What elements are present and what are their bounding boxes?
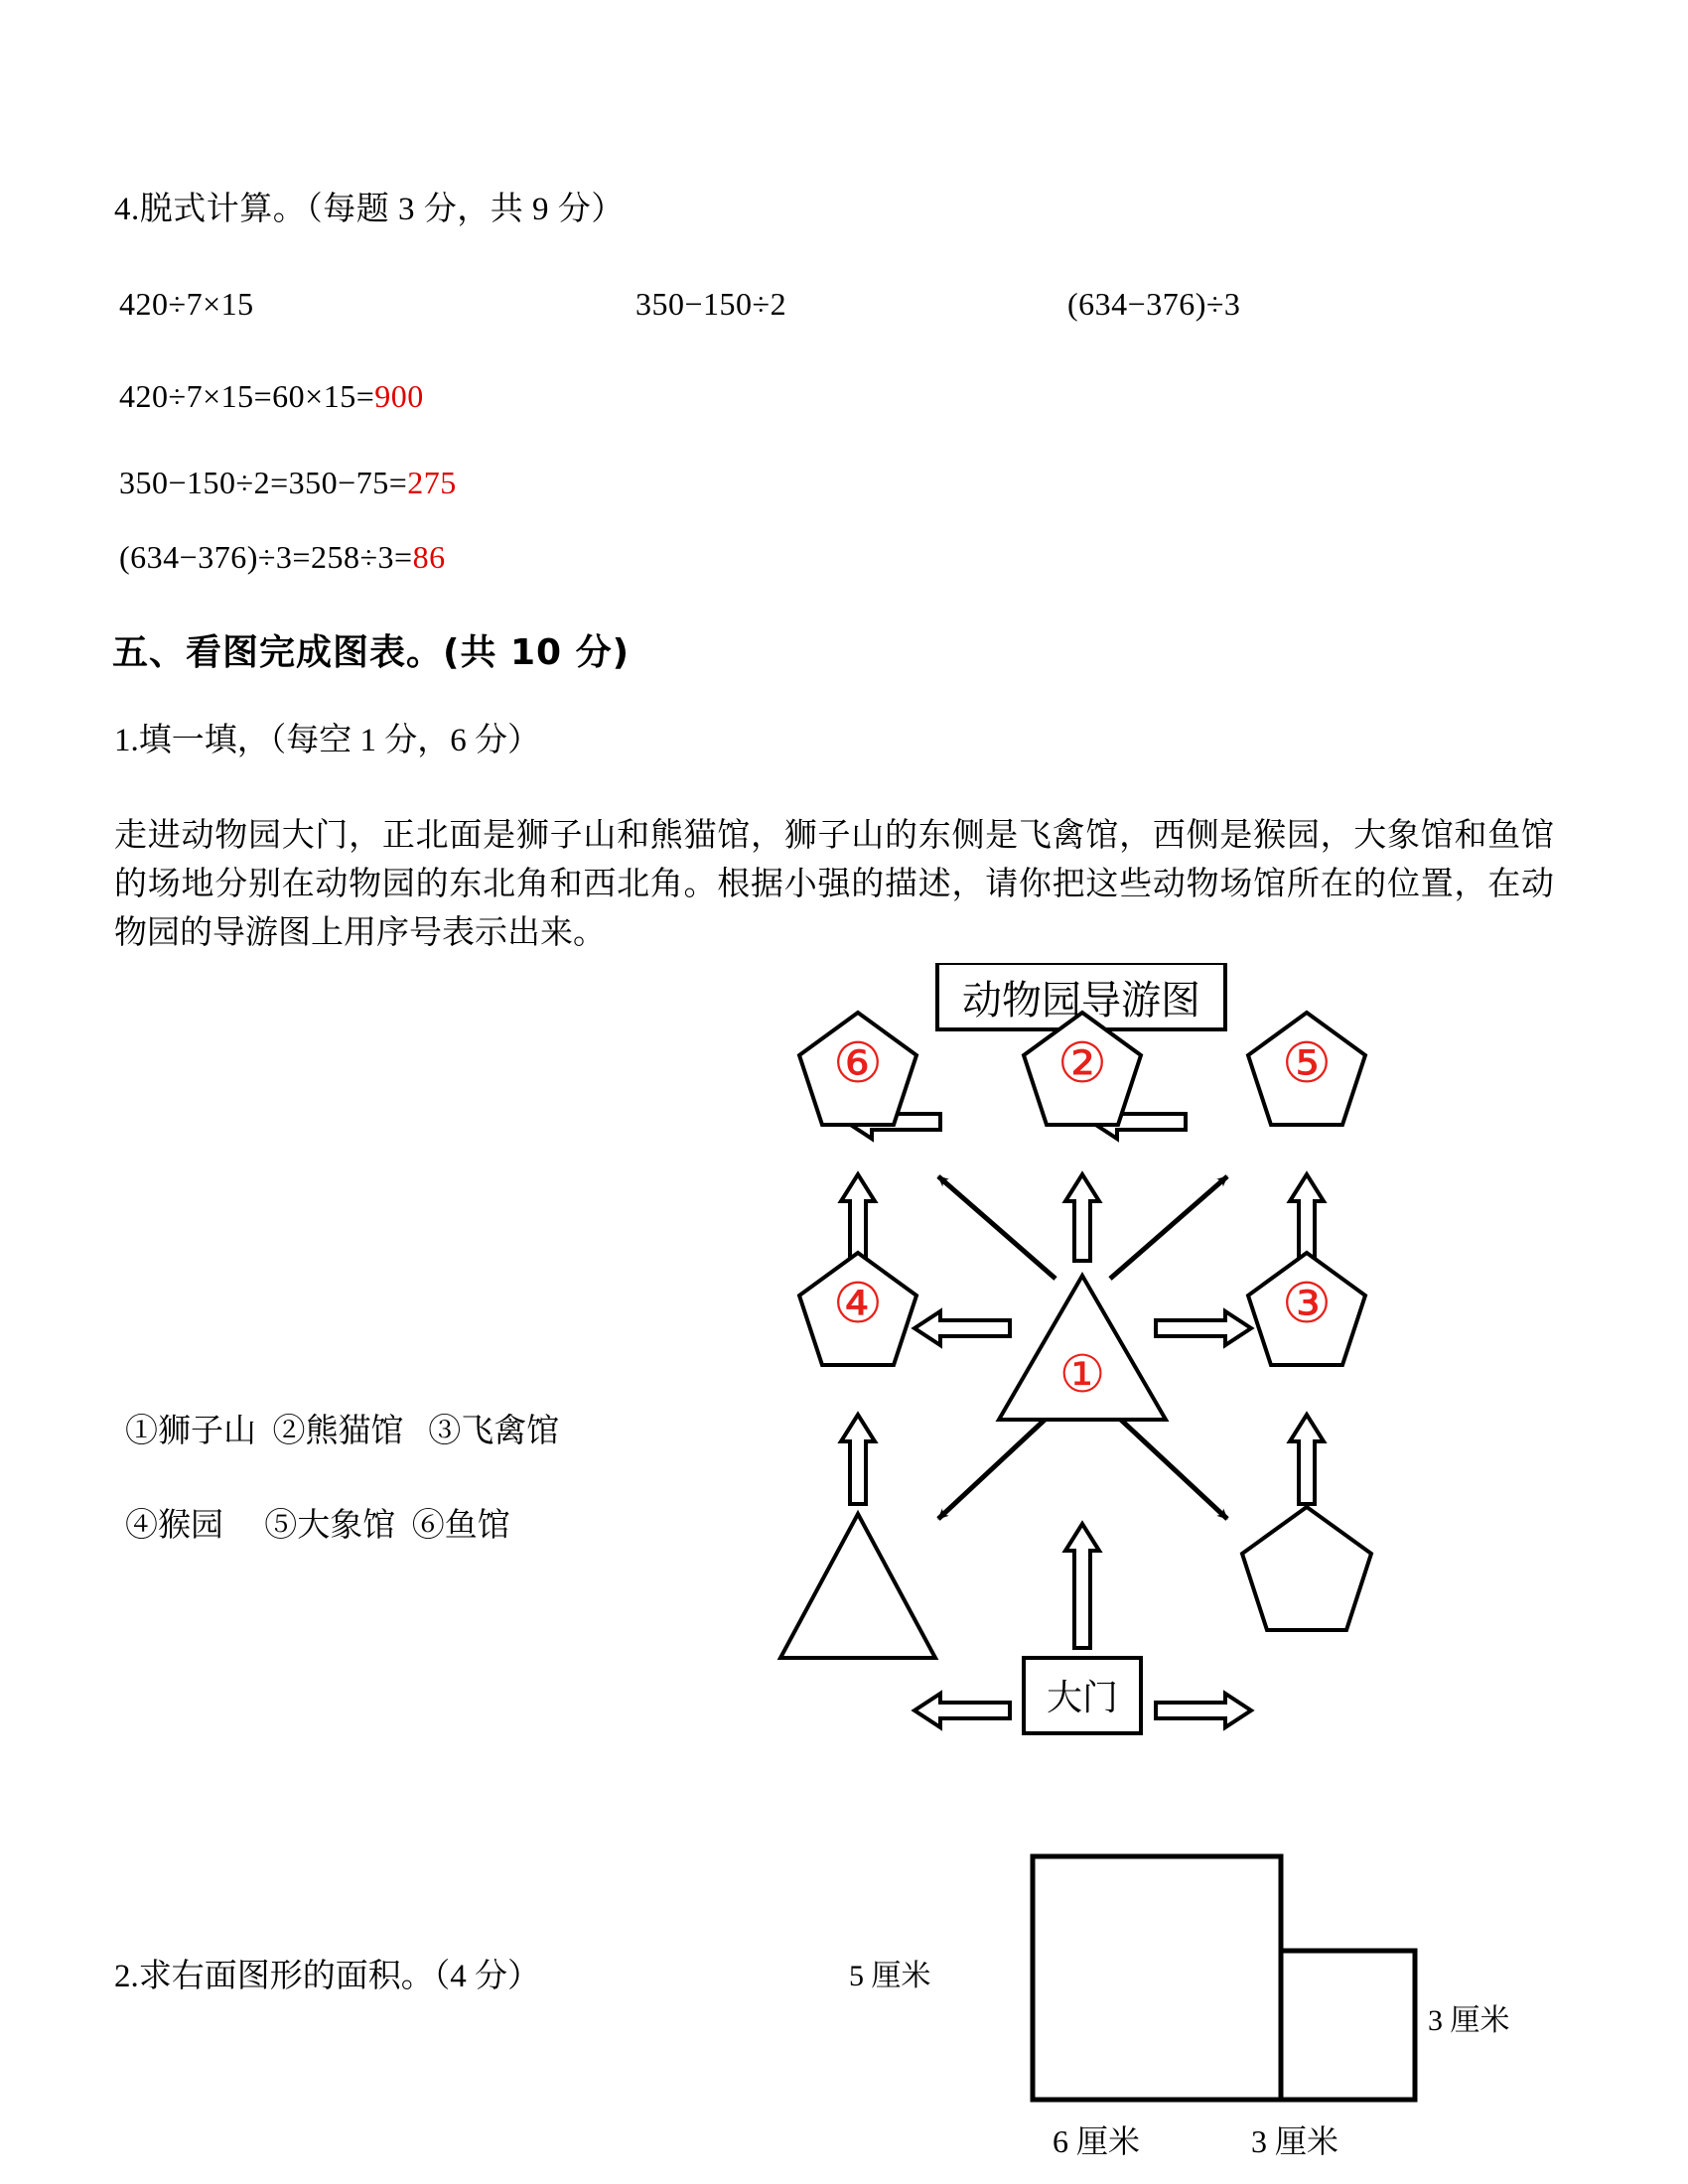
arrow-center-to-bottom-right-diagonal: [1110, 1410, 1227, 1519]
area-figure-svg: [854, 1846, 1470, 2174]
zoo-description-paragraph: 走进动物园大门，正北面是狮子山和熊猫馆，狮子山的东侧是飞禽馆，西侧是猴园，大象馆和鱼馆的场地分别在动物园的东北角和西北角。根据小强的描述，请你把这些动物场馆所在的位置，在动物园的导游图上用序号表示出来。: [114, 818, 1554, 951]
legend-row-2: ④猴园 ⑤大象馆 ⑥鱼馆: [125, 1508, 510, 1544]
question-4-solution-1: [119, 380, 424, 412]
arrow-up-to-top-left: [841, 1174, 875, 1261]
solution-3-work: (634−376)÷3=258÷3=: [119, 539, 413, 575]
arrow-center-to-top-left-diagonal: [938, 1176, 1055, 1279]
area-rect-large: [1033, 1856, 1281, 2100]
question-4-solution-2: [119, 467, 457, 498]
map-title-label: 动物园导游图: [962, 978, 1200, 1023]
section-5-heading: 五、看图完成图表。(共 10 分): [112, 632, 631, 673]
question-2-heading: 2.求右面图形的面积。（4 分）: [114, 1959, 540, 1994]
section-5-sub-question-1: 1.填一填，（每空 1 分，6 分）: [114, 723, 540, 758]
zoo-map-svg: [755, 963, 1430, 1876]
question-4-problem-2: 350−150÷2: [635, 286, 787, 322]
arrow-gate-to-center: [1065, 1524, 1099, 1648]
arrow-center-to-top-right-diagonal: [1110, 1176, 1227, 1279]
solution-3-answer: 86: [412, 539, 446, 575]
area-label-right-height: 3 厘米: [1428, 2004, 1510, 2037]
area-label-bottom-right: 3 厘米: [1251, 2123, 1339, 2159]
zoo-guide-map-diagram: [755, 963, 1430, 1876]
solution-2-work: 350−150÷2=350−75=: [119, 465, 408, 500]
node-bottom-right-pentagon[interactable]: [1242, 1507, 1371, 1630]
arrow-up-to-mid-left: [841, 1415, 875, 1504]
mark-mid-center: ①: [1058, 1345, 1106, 1405]
arrow-center-to-mid-right: [1156, 1311, 1251, 1345]
mark-mid-left: ④: [832, 1272, 884, 1336]
arrow-center-to-mid-left: [914, 1311, 1010, 1345]
area-rect-small: [1281, 1951, 1415, 2100]
mark-mid-right: ③: [1281, 1272, 1333, 1336]
question-4-problem-1: 420÷7×15: [119, 286, 254, 322]
legend-row-1: ①狮子山 ②熊猫馆 ③飞禽馆: [125, 1414, 560, 1449]
question-4-problem-3: (634−376)÷3: [1067, 286, 1241, 322]
gate-label: 大门: [1046, 1678, 1119, 1717]
arrow-up-to-mid-right: [1290, 1415, 1324, 1504]
arrow-up-to-top-right: [1290, 1174, 1324, 1261]
mark-top-center: ②: [1056, 1031, 1108, 1096]
area-label-left-height: 5 厘米: [849, 1960, 931, 1992]
mark-top-left: ⑥: [832, 1031, 884, 1096]
solution-1-work: 420÷7×15=60×15=: [119, 378, 375, 414]
arrow-gate-to-bottom-left: [914, 1694, 1010, 1727]
solution-2-answer: 275: [407, 465, 457, 500]
area-label-bottom-left: 6 厘米: [1053, 2123, 1141, 2159]
arrow-gate-to-bottom-right: [1156, 1694, 1251, 1727]
mark-top-right: ⑤: [1281, 1031, 1333, 1096]
solution-1-answer: 900: [374, 378, 424, 414]
arrow-center-to-bottom-left-diagonal: [938, 1410, 1055, 1519]
area-figure: [849, 1846, 1510, 2174]
node-bottom-left-triangle[interactable]: [780, 1514, 935, 1658]
arrow-up-to-top-center: [1065, 1174, 1099, 1261]
question-4-heading: 4.脱式计算。（每题 3 分，共 9 分）: [114, 192, 625, 227]
question-4-solution-3: [119, 541, 446, 573]
